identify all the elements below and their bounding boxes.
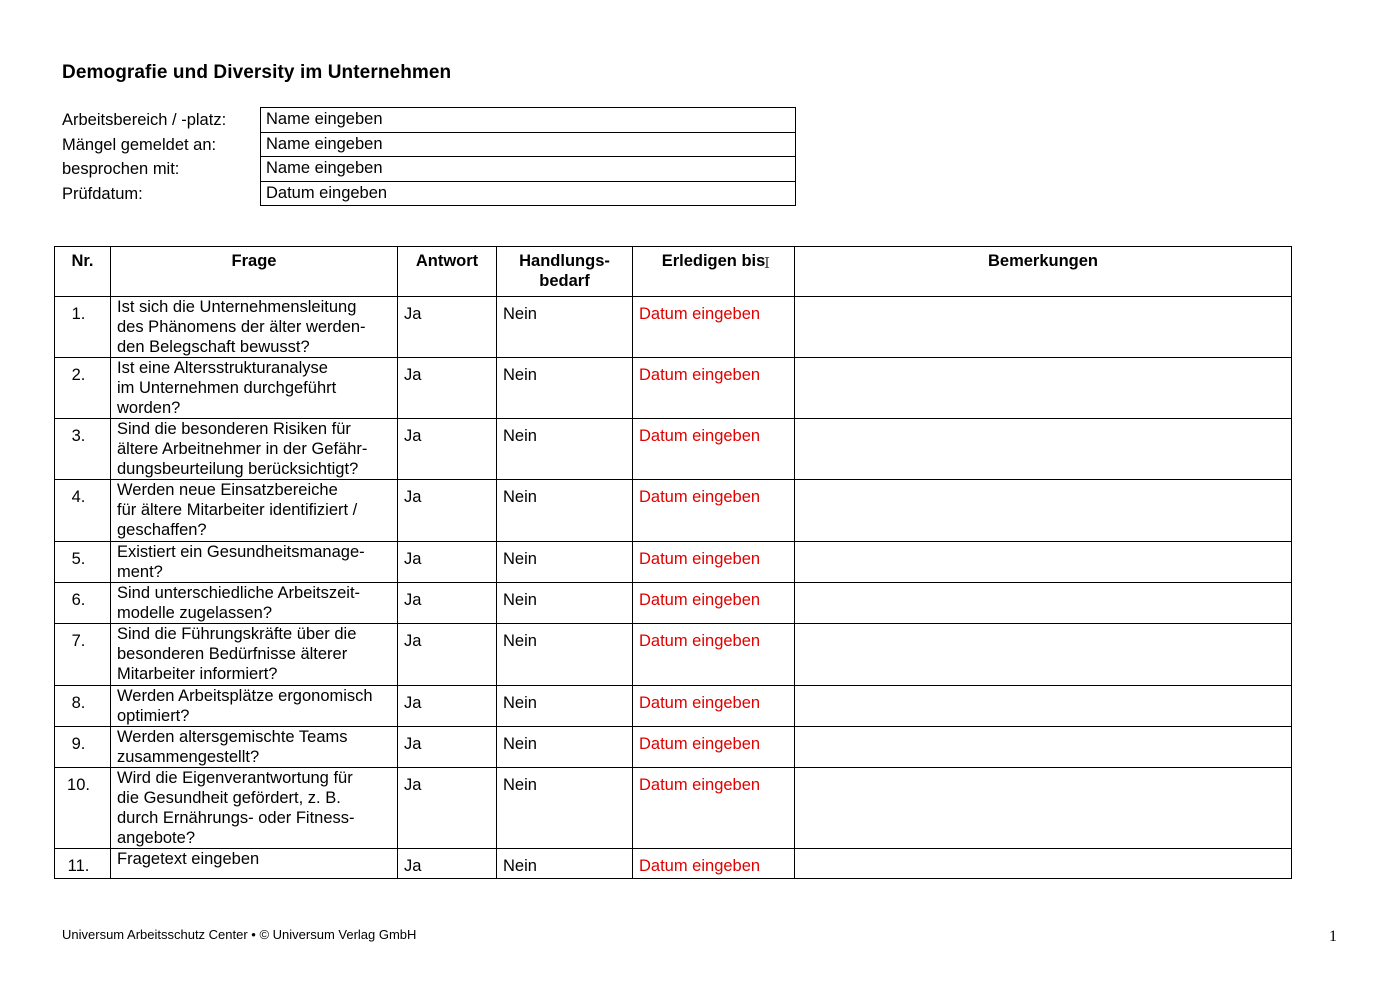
question-line: besonderen Bedürfnisse älterer bbox=[117, 645, 348, 663]
footer-publisher: Universum Arbeitsschutz Center • © Universum Verlag GmbH bbox=[62, 927, 417, 942]
header-handlungsbedarf bbox=[497, 247, 633, 297]
question-line: optimiert? bbox=[117, 707, 190, 725]
handlungsbedarf-nein[interactable]: Nein bbox=[497, 624, 633, 686]
answer-ja[interactable]: Ja bbox=[398, 583, 497, 624]
question-line: Sind die Führungskräfte über die bbox=[117, 625, 357, 643]
due-date-field[interactable]: Datum eingeben bbox=[633, 849, 795, 879]
label-pruefdatum: Prüfdatum: bbox=[62, 184, 143, 203]
question-line: im Unternehmen durchgeführt bbox=[117, 379, 337, 397]
answer-ja[interactable]: Ja bbox=[398, 686, 497, 727]
question-cell[interactable] bbox=[111, 542, 398, 583]
table-row bbox=[55, 583, 1292, 624]
header-frage: Frage bbox=[111, 247, 398, 297]
handlungsbedarf-nein[interactable]: Nein bbox=[497, 686, 633, 727]
remarks-field[interactable] bbox=[795, 419, 1292, 480]
due-date-field[interactable]: Datum eingeben bbox=[633, 419, 795, 480]
question-line: worden? bbox=[117, 399, 181, 417]
question-line: Ist sich die Unternehmensleitung bbox=[117, 298, 357, 316]
question-line: den Belegschaft bewusst? bbox=[117, 338, 310, 356]
table-row bbox=[55, 297, 1292, 358]
handlungsbedarf-nein[interactable]: Nein bbox=[497, 583, 633, 624]
question-cell[interactable] bbox=[111, 768, 398, 849]
due-date-field[interactable]: Datum eingeben bbox=[633, 358, 795, 419]
answer-ja[interactable]: Ja bbox=[398, 542, 497, 583]
answer-ja[interactable]: Ja bbox=[398, 849, 497, 879]
answer-ja[interactable]: Ja bbox=[398, 727, 497, 768]
question-line: Werden neue Einsatzbereiche bbox=[117, 481, 338, 499]
question-cell[interactable] bbox=[111, 849, 398, 879]
row-number: 2. bbox=[55, 358, 111, 419]
question-line: dungsbeurteilung berücksichtigt? bbox=[117, 460, 359, 478]
question-line: angebote? bbox=[117, 829, 195, 847]
row-number: 8. bbox=[55, 686, 111, 727]
question-cell[interactable] bbox=[111, 583, 398, 624]
remarks-field[interactable] bbox=[795, 358, 1292, 419]
header-bemerkungen: Bemerkungen bbox=[795, 247, 1292, 297]
handlungsbedarf-nein[interactable]: Nein bbox=[497, 542, 633, 583]
question-line: Sind unterschiedliche Arbeitszeit- bbox=[117, 584, 361, 602]
row-number: 3. bbox=[55, 419, 111, 480]
question-line: Werden altersgemischte Teams bbox=[117, 728, 348, 746]
row-number: 4. bbox=[55, 480, 111, 542]
row-number: 7. bbox=[55, 624, 111, 686]
table-header-row bbox=[55, 247, 1292, 297]
question-line: modelle zugelassen? bbox=[117, 604, 273, 622]
question-line: zusammengestellt? bbox=[117, 748, 260, 766]
question-line: für ältere Mitarbeiter identifiziert / bbox=[117, 501, 358, 519]
header-handlungsbedarf-line-1: Handlungs- bbox=[519, 252, 610, 270]
question-line: geschaffen? bbox=[117, 521, 207, 539]
remarks-field[interactable] bbox=[795, 542, 1292, 583]
question-line: Mitarbeiter informiert? bbox=[117, 665, 278, 683]
question-line: Existiert ein Gesundheitsmanage- bbox=[117, 543, 365, 561]
header-nr: Nr. bbox=[55, 247, 111, 297]
field-besprochen-mit[interactable]: Name eingeben bbox=[261, 157, 795, 182]
question-line: Ist eine Altersstrukturanalyse bbox=[117, 359, 328, 377]
due-date-field[interactable]: Datum eingeben bbox=[633, 686, 795, 727]
question-cell[interactable] bbox=[111, 419, 398, 480]
due-date-field[interactable]: Datum eingeben bbox=[633, 727, 795, 768]
checklist-body bbox=[55, 297, 1292, 879]
table-row bbox=[55, 727, 1292, 768]
answer-ja[interactable]: Ja bbox=[398, 768, 497, 849]
question-line: Fragetext eingeben bbox=[117, 850, 260, 868]
question-cell[interactable] bbox=[111, 686, 398, 727]
remarks-field[interactable] bbox=[795, 686, 1292, 727]
text-cursor-icon: I bbox=[764, 254, 770, 272]
answer-ja[interactable]: Ja bbox=[398, 480, 497, 542]
handlungsbedarf-nein[interactable]: Nein bbox=[497, 768, 633, 849]
remarks-field[interactable] bbox=[795, 297, 1292, 358]
row-number: 6. bbox=[55, 583, 111, 624]
header-erledigen-bis: Erledigen bis bbox=[633, 247, 795, 297]
label-besprochen-mit: besprochen mit: bbox=[62, 160, 180, 178]
due-date-field[interactable]: Datum eingeben bbox=[633, 542, 795, 583]
question-line: Wird die Eigenverantwortung für bbox=[117, 769, 353, 787]
remarks-field[interactable] bbox=[795, 768, 1292, 849]
info-labels bbox=[62, 108, 226, 206]
question-line: ment? bbox=[117, 563, 163, 581]
header-antwort: Antwort bbox=[398, 247, 497, 297]
question-line: des Phänomens der älter werden- bbox=[117, 318, 366, 336]
handlungsbedarf-nein[interactable]: Nein bbox=[497, 849, 633, 879]
row-number: 9. bbox=[55, 727, 111, 768]
handlungsbedarf-nein[interactable]: Nein bbox=[497, 358, 633, 419]
question-line: die Gesundheit gefördert, z. B. bbox=[117, 789, 341, 807]
remarks-field[interactable] bbox=[795, 624, 1292, 686]
handlungsbedarf-nein[interactable]: Nein bbox=[497, 419, 633, 480]
question-cell[interactable] bbox=[111, 727, 398, 768]
due-date-field[interactable]: Datum eingeben bbox=[633, 624, 795, 686]
remarks-field[interactable] bbox=[795, 849, 1292, 879]
answer-ja[interactable]: Ja bbox=[398, 297, 497, 358]
field-maengel-gemeldet[interactable]: Name eingeben bbox=[261, 133, 795, 158]
question-cell[interactable] bbox=[111, 358, 398, 419]
table-row bbox=[55, 768, 1292, 849]
row-number: 11. bbox=[55, 849, 111, 879]
table-row bbox=[55, 686, 1292, 727]
field-arbeitsbereich[interactable]: Name eingeben bbox=[261, 108, 795, 133]
remarks-field[interactable] bbox=[795, 583, 1292, 624]
question-cell[interactable] bbox=[111, 624, 398, 686]
table-row bbox=[55, 624, 1292, 686]
due-date-field[interactable]: Datum eingeben bbox=[633, 583, 795, 624]
info-box bbox=[260, 107, 796, 206]
header-handlungsbedarf-line-2: bedarf bbox=[539, 272, 590, 290]
due-date-field[interactable]: Datum eingeben bbox=[633, 768, 795, 849]
question-cell[interactable] bbox=[111, 297, 398, 358]
row-number: 10. bbox=[55, 768, 111, 849]
table-row bbox=[55, 542, 1292, 583]
question-line: ältere Arbeitnehmer in der Gefähr- bbox=[117, 440, 368, 458]
handlungsbedarf-nein[interactable]: Nein bbox=[497, 727, 633, 768]
due-date-field[interactable]: Datum eingeben bbox=[633, 480, 795, 542]
remarks-field[interactable] bbox=[795, 727, 1292, 768]
handlungsbedarf-nein[interactable]: Nein bbox=[497, 297, 633, 358]
table-row bbox=[55, 419, 1292, 480]
due-date-field[interactable]: Datum eingeben bbox=[633, 297, 795, 358]
handlungsbedarf-nein[interactable]: Nein bbox=[497, 480, 633, 542]
table-row bbox=[55, 849, 1292, 879]
answer-ja[interactable]: Ja bbox=[398, 358, 497, 419]
question-line: durch Ernährungs- oder Fitness- bbox=[117, 809, 355, 827]
answer-ja[interactable]: Ja bbox=[398, 624, 497, 686]
page-number: 1 bbox=[1329, 928, 1337, 945]
document-title: Demografie und Diversity im Unternehmen bbox=[62, 62, 452, 83]
question-cell[interactable] bbox=[111, 480, 398, 542]
remarks-field[interactable] bbox=[795, 480, 1292, 542]
question-line: Werden Arbeitsplätze ergonomisch bbox=[117, 687, 373, 705]
label-arbeitsbereich: Arbeitsbereich / -platz: bbox=[62, 111, 227, 129]
table-row bbox=[55, 358, 1292, 419]
row-number: 1. bbox=[55, 297, 111, 358]
label-maengel-gemeldet: Mängel gemeldet an: bbox=[62, 135, 217, 154]
question-line: Sind die besonderen Risiken für bbox=[117, 420, 351, 438]
field-pruefdatum[interactable]: Datum eingeben bbox=[266, 183, 388, 202]
row-number: 5. bbox=[55, 542, 111, 583]
checklist-table bbox=[54, 246, 1292, 879]
table-row bbox=[55, 480, 1292, 542]
answer-ja[interactable]: Ja bbox=[398, 419, 497, 480]
